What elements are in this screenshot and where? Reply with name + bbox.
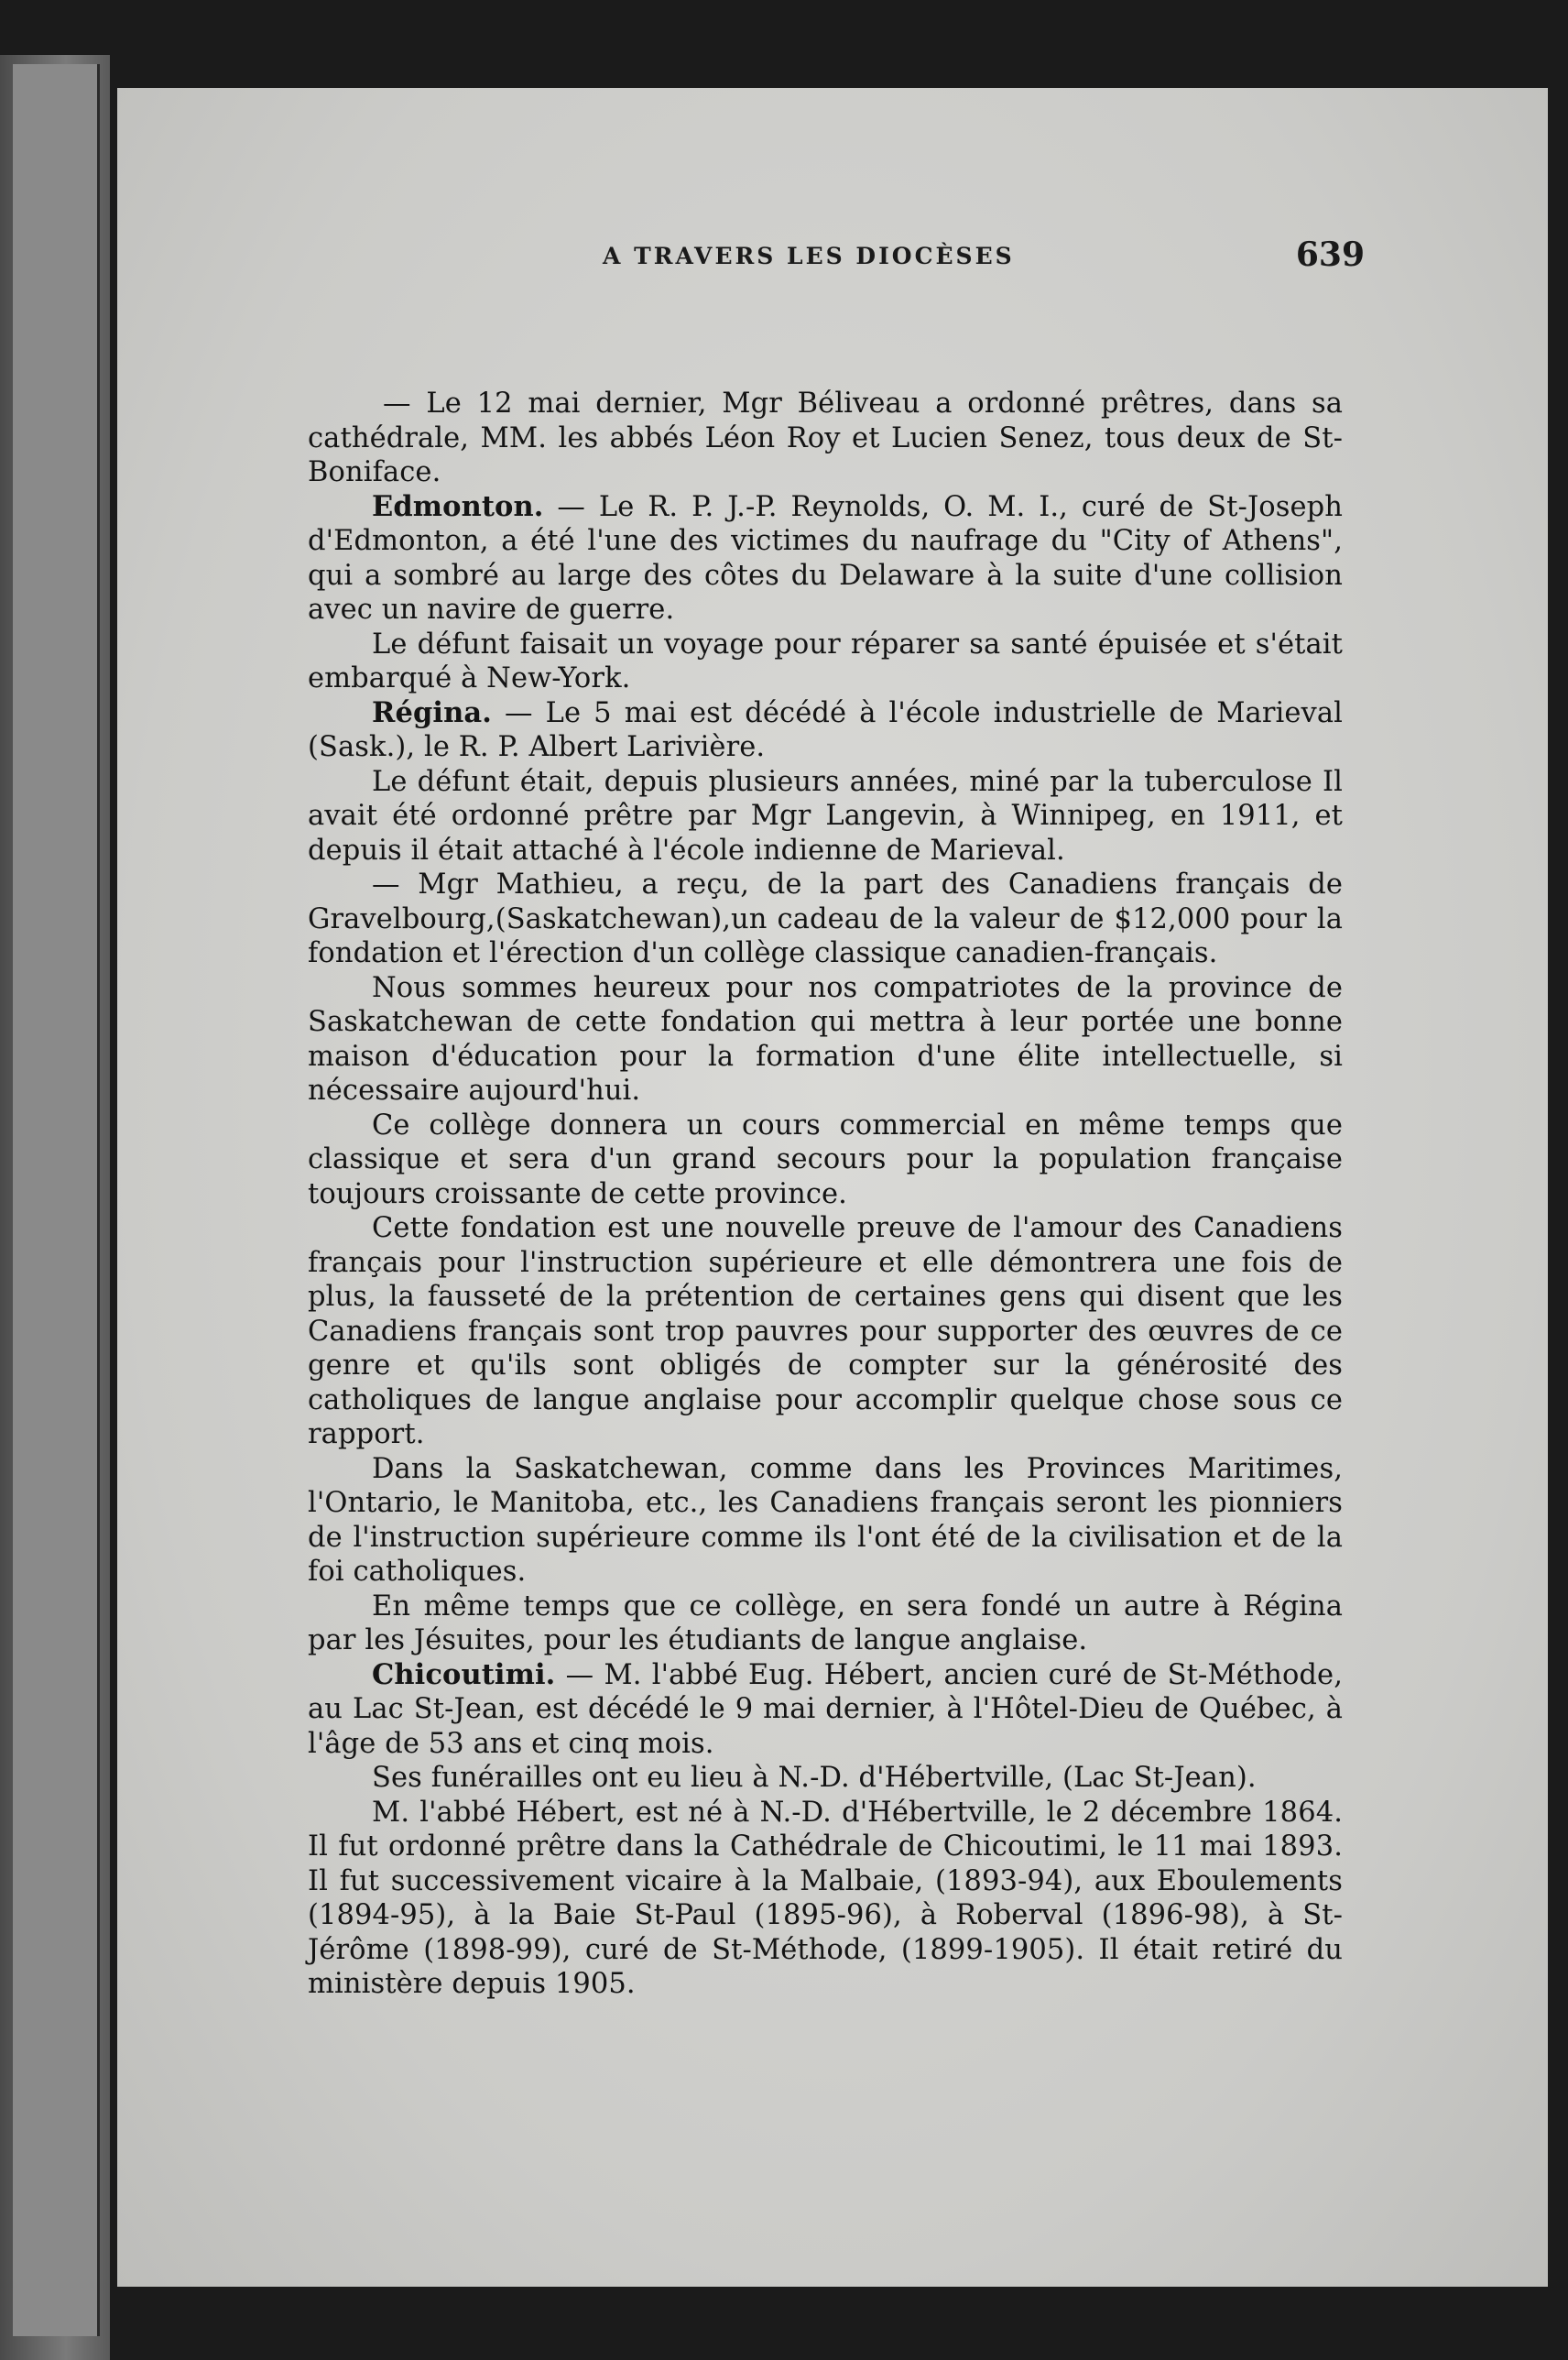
paragraph-text: En même temps que ce collège, en sera fondé un autre à Régina par les Jésuites, pour les étudiants de langue anglaise. (308, 1590, 1343, 1656)
paragraph (308, 1452, 1343, 1590)
paragraph-text: — M. l'abbé Eug. Hébert, ancien curé de St-Méthode, au Lac St-Jean, est décédé le 9 mai dernier, à l'Hôtel-Dieu de Québec, à l'âge de 53 ans et cinq mois. (308, 1658, 1343, 1760)
paragraph-text: Nous sommes heureux pour nos compatriotes de la province de Saskatchewan de cette fondation qui mettra à leur portée une bonne maison d'éducation pour la formation d'une élite intellectuelle, si nécessaire aujourd'hui. (308, 971, 1343, 1107)
paragraph (308, 387, 1343, 490)
paragraph (308, 868, 1343, 971)
paragraph-text: Le défunt était, depuis plusieurs années, miné par la tuberculose Il avait été ordonné prêtre par Mgr Langevin, à Winnipeg, en 1911, et depuis il était attaché à l'école indienne de Marieval. (308, 765, 1343, 867)
diocese-heading: Chicoutimi. (372, 1657, 556, 1691)
paragraph-text: — Mgr Mathieu, a reçu, de la part des Canadiens français de Gravelbourg,(Saskatchewan),un cadeau de la valeur de $12,000 pour la fondation et l'érection d'un collège classique canadien-français. (308, 869, 1343, 969)
paragraph (308, 1658, 1343, 1762)
paragraph-text: — Le R. P. J.-P. Reynolds, O. M. I., curé de St-Joseph d'Edmonton, a été l'une des victimes du naufrage du "City of Athens", qui a sombré au large des côtes du Delaware à la suite d'une collision avec un navire de guerre. (308, 490, 1343, 626)
paragraph (308, 1796, 1343, 2002)
page-body (308, 387, 1343, 2002)
paragraph (308, 1109, 1343, 1212)
paragraph-text: Ses funérailles ont eu lieu à N.-D. d'Hébertville, (Lac St-Jean). (372, 1762, 1257, 1794)
paragraph (308, 490, 1343, 628)
paragraph (308, 1761, 1343, 1796)
paragraph-text: — Le 5 mai est décédé à l'école industrielle de Marieval (Sask.), le R. P. Albert Larivière. (308, 696, 1343, 763)
paragraph-text: M. l'abbé Hébert, est né à N.-D. d'Hébertville, le 2 décembre 1864. Il fut ordonné prêtre dans la Cathédrale de Chicoutimi, le 11 mai 1893. Il fut successivement vicaire à la Malbaie, (1893-94), aux Eboulements (1894-95), à la Baie St-Paul (1895-96), à Roberval (1896-98), à St-Jérôme (1898-99), curé de St-Méthode, (1899-1905). Il était retiré du ministère depuis 1905. (308, 1796, 1343, 2000)
facing-page-edge (0, 55, 110, 2360)
facing-page-strip (13, 64, 100, 2336)
paragraph (308, 696, 1343, 765)
diocese-heading: Edmonton. (372, 489, 544, 523)
page-number: 639 (1295, 235, 1365, 274)
running-head: A TRAVERS LES DIOCÈSES (603, 243, 1015, 269)
paragraph-text: Le défunt faisait un voyage pour réparer sa santé épuisée et s'était embarqué à New-York. (308, 628, 1343, 694)
paragraph-text: Dans la Saskatchewan, comme dans les Provinces Maritimes, l'Ontario, le Manitoba, etc., les Canadiens français seront les pionniers de l'instruction supérieure comme ils l'ont été de la civilisation et de la foi catholiques. (308, 1452, 1343, 1588)
paragraph-text: — Le 12 mai dernier, Mgr Béliveau a ordonné prêtres, dans sa cathédrale, MM. les abbés Léon Roy et Lucien Senez, tous deux de St-Boniface. (308, 388, 1343, 488)
diocese-heading: Régina. (372, 695, 492, 729)
paragraph (308, 765, 1343, 869)
paragraph (308, 971, 1343, 1109)
paragraph-text: Ce collège donnera un cours commercial en même temps que classique et sera d'un grand secours pour la population française toujours croissante de cette province. (308, 1109, 1343, 1210)
paragraph (308, 1590, 1343, 1658)
page-header (192, 232, 1365, 278)
paragraph (308, 1211, 1343, 1452)
paragraph (308, 628, 1343, 696)
paragraph-text: Cette fondation est une nouvelle preuve de l'amour des Canadiens français pour l'instruction supérieure et elle démontrera une fois de plus, la fausseté de la prétention de certaines gens qui disent que les Canadiens français sont trop pauvres pour supporter des œuvres de ce genre et qu'ils sont obligés de compter sur la générosité des catholiques de langue anglaise pour accomplir quelque chose sous ce rapport. (308, 1212, 1343, 1450)
